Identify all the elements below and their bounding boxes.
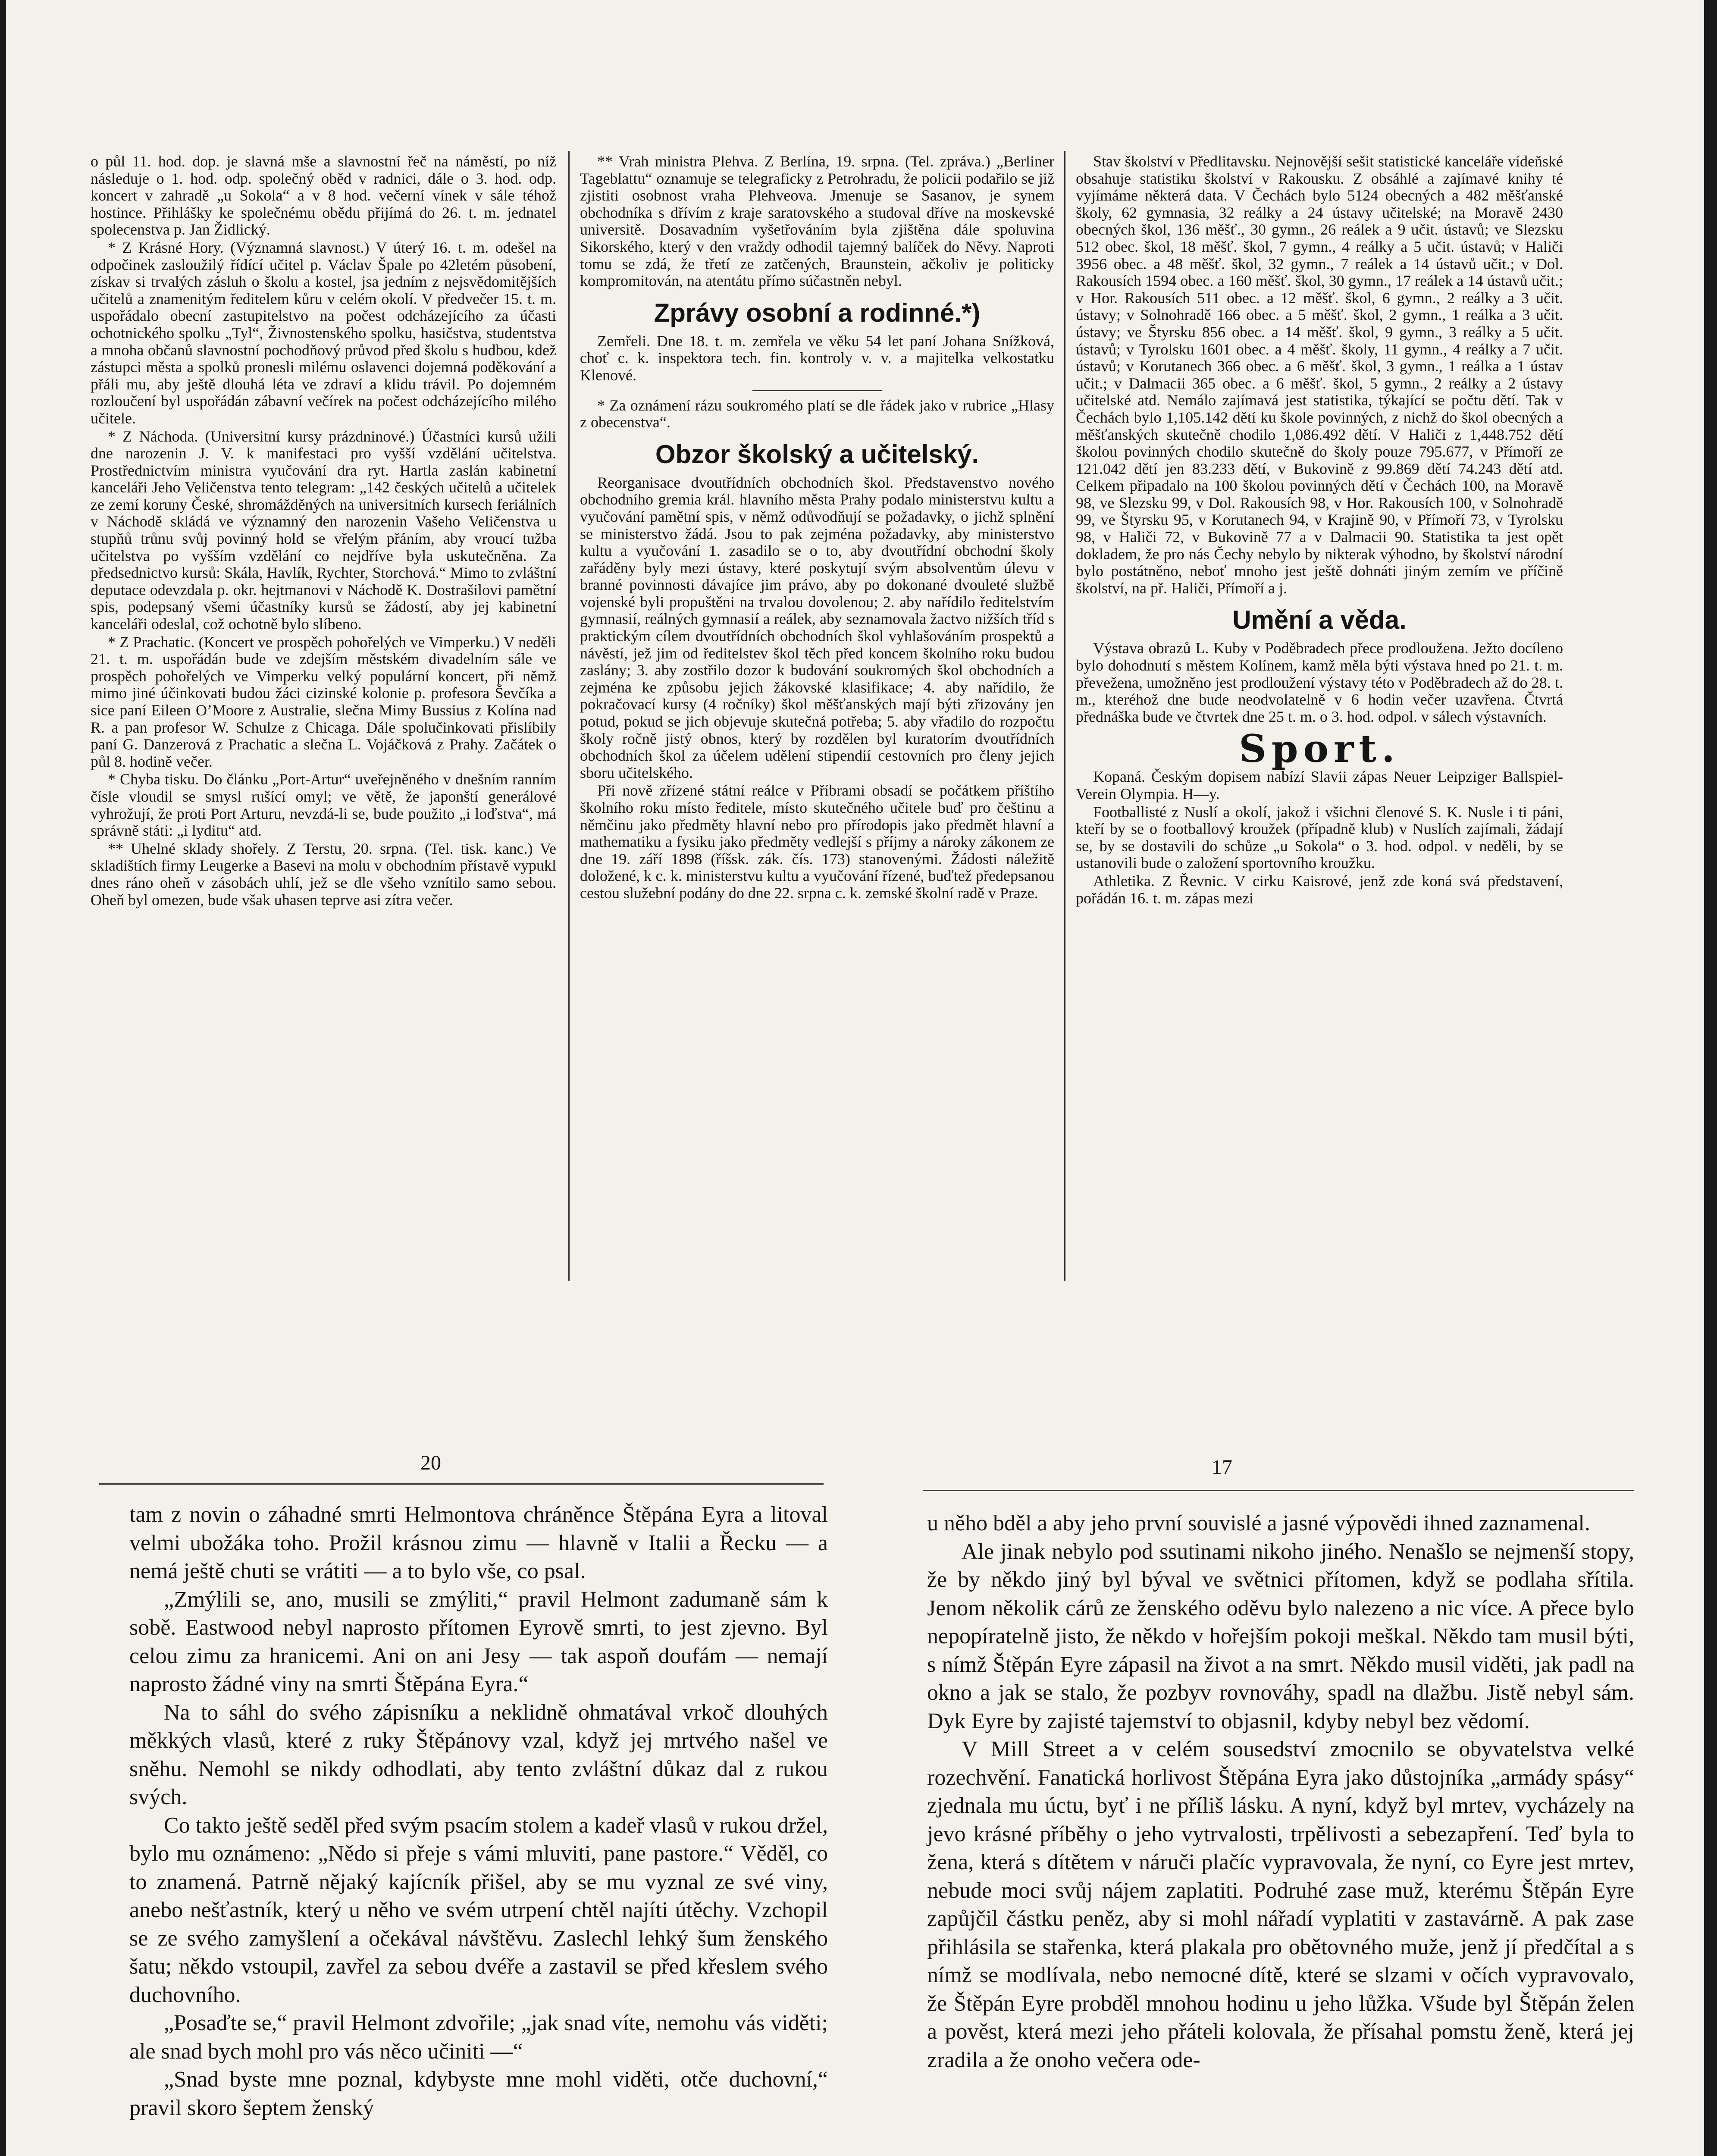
novel-paragraph: „Snad byste mne poznal, kdybyste mne mohl viděti, otče duchovní,“ pravil skoro šeptem ženský [129,2067,828,2120]
news-paragraph: Athletika. Z Řevnic. V cirku Kaisrové, jenž zde koná svá představení, pořádán 16. t. m. zápas mezi [1076,872,1563,907]
novel-paragraph: Na to sáhl do svého zápisníku a neklidně ohmatával vrkoč dlouhých měkkých vlasů, které z ruky Štěpánovy vzal, když jej mrtvého našel ve sněhu. Nemohl se nikdy odhodlati, aby tento zvláštní důkaz dal z rukou svých. [129,1700,828,1809]
news-column-3 [1076,153,1563,908]
news-paragraph: ** Vrah ministra Plehva. Z Berlína, 19. srpna. (Tel. zpráva.) „Berliner Tageblattu“ oznamuje se telegraficky z Petrohradu, že policii podařilo se již zjistiti osobnost vraha Plehveova. Jmenuje se Sasanov, je synem obchodníka s dřívím z kraje saratovského a studoval dříve na moskevské universitě. Dosavadním vyšetřováním byla zjištěna dále spoluvina Sikorského, který v den vraždy odhodil tajemný balíček do Něvy. Naproti tomu se zdá, že třetí ze zatčených, Braunstein, ačkoliv je politicky kompromitován, na atentátu přímo súčastněn nebyl. [580,153,1054,290]
page-rule [99,1483,824,1485]
news-paragraph: Kopaná. Českým dopisem nabízí Slavii zápas Neuer Leipziger Ballspiel-Verein Olympia. H—y. [1076,768,1563,802]
column-separator [1064,151,1065,1281]
novel-paragraph: „Zmýlili se, ano, musili se zmýliti,“ pravil Helmont zadumaně sám k sobě. Eastwood nebyl naprosto přítomen Eyrově smrti, to jest zjevno. Byl celou zimu za hranicemi. Ani on ani Jesy — tak aspoň doufám — nemají naprosto žádné viny na smrti Štěpána Eyra.“ [129,1587,828,1696]
novel-paragraph: V Mill Street a v celém sousedství zmocnilo se obyvatelstva velké rozechvění. Fanatická horlivost Štěpána Eyra jako důstojníka „armády spásy“ zjednala mu úctu, byť i ne příliš lásku. A nyní, když byl mrtev, vycházely na jevo krásné příběhy o jeho vytrvalosti, trpělivosti a sebezapření. Teď byla to žena, která s dítětem v náruči plačíc vypravovala, že nyní, co Eyre jest mrtev, nebude moci svůj nájem zaplatiti. Podruhé zase muž, kterému Štěpán Eyre zapůjčil částku peněz, aby si mohl nářadí vyplatiti v zastavárně. A pak zase přihlásila se stařenka, která plakala pro obětovného muže, jenž jí předčítal a s nímž se modlívala, nebo nemocné dítě, které se slzami v očích vypravovalo, že Štěpán Eyre probděl mnohou hodinu u jeho lůžka. Všude byl Štěpán želen a pověst, která mezi jeho přáteli kolovala, že přísahal pomstu ženě, která jej zradila a že onoho večera ode- [927,1737,1634,2072]
novel-page-right [927,1509,1634,2074]
novel-paragraph: Co takto ještě seděl před svým psacím stolem a kadeř vlasů v rukou držel, bylo mu oznámeno: „Nědo si přeje s vámi mluviti, pane pastore.“ Věděl, co to znamená. Patrně nějaký kajícník přišel, aby se mu vyznal ze své viny, anebo nešťastník, který u něho ve svém utrpení chtěl najíti útěchy. Vzchopil se ze svého zamyšlení a očekával návštěvu. Zaslechl lehký šum ženského šatu; někdo vstoupil, zavřel za sebou dvéře a zastavil se před křeslem svého duchovního. [129,1813,828,2007]
novel-paragraph: tam z novin o záhadné smrti Helmontova chráněnce Štěpána Eyra a litoval velmi ubožáka toho. Prožil krásnou zimu — hlavně v Italii a Řecku — a nemá ještě chuti se vrátiti — a to bylo vše, co psal. [129,1502,828,1583]
section-heading-school: Obzor školský a učitelský. [655,439,979,469]
news-paragraph: Footballisté z Nuslí a okolí, jakož i všichni členové S. K. Nusle i ti páni, kteří by se o footballový kroužek (případně klub) v Nuslích zajímali, žádají se, by se dostavili do schůze „u Sokola“ o 3. hod. odpol. v neděli, by se ustanovili bude o založení sportovního kroužku. [1076,803,1563,872]
news-paragraph: * Z Prachatic. (Koncert ve prospěch pohořelých ve Vimperku.) V neděli 21. t. m. uspořádán bude ve zdejším městském divadelním sále ve prospěch pohořelých ve Vimperku velký populární koncert, při němž mimo jiné účinkovati budou žáci cizinské kolonie p. profesora Ševčíka a sice paní Eileen O’Moore z Australie, slečna Mimy Bussius z Kolína nad R. a pan profesor W. Schulze z Chicaga. Dále spolučinkovati přislíbily paní G. Danzerová z Prachatic a slečna L. Vojáčková z Prahy. Začátek o půl 8. hodině večer. [91,633,556,770]
news-paragraph: Stav školství v Předlitavsku. Nejnovější sešit statistické kanceláře vídeňské obsahuje statistiku školství v Rakousku. Z obsáhlé a zajímavé knihy té vyjímáme některá data. V Čechách bylo 5124 obecných a 482 měšťanské školy, 62 gymnasia, 32 reálky a 24 ústavy učitelské; na Moravě 2430 obecných škol, 136 měšť., 30 gymn., 26 reálek a 9 učit. ústavů; ve Slezsku 512 obec. škol, 18 měšť. škol, 7 gymn., 4 reálky a 5 učit. ústavů; v Haliči 3956 obec. a 48 měšť. škol, 32 gymn., 7 reálek a 14 ústavů učit.; v Dol. Rakousích 1594 obec. a 160 měšť. škol, 30 gymn., 17 reálek a 14 ústavů učit.; v Hor. Rakousích 511 obec. a 12 měšť. škol, 6 gymn., 2 reálky a 3 učit. ústavy; v Solnohradě 166 obec. a 5 měšť. škol, 2 gymn., 1 reálka a 3 učit. ústavy; ve Štyrsku 856 obec. a 14 měšť. škol, 9 gymn., 3 reálky a 5 učit. ústavů; v Tyrolsku 1601 obec. a 4 měšť. školy, 11 gymn., 4 reálky a 7 učit. ústavů; v Korutanech 366 obec. a 6 měšť. škol, 3 gymn., 1 reálka a 1 ústav učit.; v Dalmacii 365 obec. a 6 měšť. škol, 5 gymn., 2 reálky a 2 ústavy učitelské atd. Nemálo zajímavá jest statistika, týkající se počtu dětí. Tak v Čechách bylo 1,105.142 dětí ku škole povinných, z nichž do škol obecných a měšťanských skutečně chodilo 1,086.492 dětí. V Haliči z 1,448.752 dětí školou povinných chodilo skutečně do školy pouze 795.677, v Přímoří ze 121.042 dětí jen 83.233 dětí, v Bukovině z 99.869 dětí 74.243 dětí atd. Celkem připadalo na 100 školou povinných dětí v Čechách 100, na Moravě 98, ve Slezsku 99, v Dol. Rakousích 98, v Hor. Rakousích 100, v Solnohradě 99, ve Štyrsku 95, v Korutanech 94, v Krajině 90, v Přímoří 73, v Tyrolsku 98, v Haliči 72, v Bukovině 77 a v Dalmacii 90. Statistika ta jest opět dokladem, že pro nás Čechy nebylo by nikterak výhodno, by školství národní bylo postátněno, neboť mnoho jest ještě dohnáti jiným zemím ve příčině školství, na př. Haliči, Přímoří a j. [1076,153,1563,597]
section-heading-sport: Sport. [1239,726,1400,771]
page-number-left: 20 [420,1451,441,1474]
page-edge-right [1704,0,1717,2156]
news-paragraph: Výstava obrazů L. Kuby v Poděbradech přece prodloužena. Ježto docíleno bylo dohodnutí s městem Kolínem, kamž měla býti výstava hned po 21. t. m. převežena, umožněno jest prodloužení výstavy této v Poděbradech až do 28. t. m., kteréhož dne bude neodvolatelně v 6 hodin večer uzavřena. Čtvrtá přednáška bude ve čtvrtek dne 25 t. m. o 3. hod. odpol. v sálech výstavních. [1076,639,1563,725]
page-number-right: 17 [1212,1456,1232,1479]
page-rule [923,1490,1634,1491]
novel-paragraph: u něho bděl a aby jeho první souvislé a jasné výpovědi ihned zaznamenal. [927,1511,1590,1536]
news-paragraph: * Z Krásné Hory. (Významná slavnost.) V úterý 16. t. m. odešel na odpočinek zasloužilý řídící učitel p. Václav Špale po 42letém působení, získav si trvalých zásluh o školu a kostel, jsa jedním z nejsvědomitějších učitelů a znamenitým ředitelem kůru v celém okolí. V předvečer 15. t. m. uspořádalo obecní zastupitelstvo na počest odcházejícího za účasti ochotnického spolku „Tyl“, Živnostenského spolku, hasičstva, studentstva a mnoha občanů slavnostní pochodňový průvod před školu s hudbou, kdež zástupci města a spolků pronesli milému oslavenci dojemná poděkování a přáli mu, aby ještě dlouhá léta ve zdraví a klidu trávil. Po dojemném rozloučení byl uspořádán zábavní večírek na počest odcházejícího milého učitele. [91,238,556,427]
news-paragraph: ** Uhelné sklady shořely. Z Terstu, 20. srpna. (Tel. tisk. kanc.) Ve skladištích firmy Leugerke a Basevi na molu v obchodním přístavě vypukl dnes ráno oheň v zásobách uhlí, jež se dle všeho vznítilo samo sebou. Oheň byl omezen, bude však uhasen teprve asi zítra večer. [91,840,556,909]
page-edge-left [0,0,6,2156]
news-paragraph: Při nově zřízené státní reálce v Příbrami obsadí se počátkem příštího školního roku místo ředitele, místo skutečného učitele buď pro češtinu a němčinu jako předměty hlavní nebo pro přírodopis jako předmět hlavní a mathematiku a fysiku jako předměty vedlejší s příjmy a nároky zákonem ze dne 19. září 1898 (říšsk. zák. čís. 173) stanovenými. Žádosti náležitě doložené, k c. k. ministerstvu kultu a vyučování řízené, buďtež předepsanou cestou služební podány do dne 22. srpna c. k. zemské školní radě v Praze. [580,782,1054,902]
news-note: * Za oznámení rázu soukromého platí se dle řádek jako v rubrice „Hlasy z obecenstva“. [580,396,1054,431]
section-heading-personal: Zprávy osobní a rodinné.*) [654,298,981,327]
novel-page-left [129,1501,828,2122]
news-paragraph: * Z Náchoda. (Universitní kursy prázdninové.) Účastníci kursů užili dne narozenin J. V. k manifestaci pro vyšší vzdělání učitelstva. Prostřednictvím ministra vyučování dra ryt. Hartla zaslán kabinetní kanceláři Jeho Veličenstva tento telegram: „142 českých učitelů a učitelek ze zemí koruny České, shromážděných na universitních kursech feriálních v Náchodě skládá ve významný den narozenin Vašeho Veličenstva u stupňů trůnu svůj povinný hold se vřelým přáním, aby vroucí tužba učitelstva po vyšším vzdělání co nejdříve byla uskutečněna. Za předsednictvo kursů: Skála, Havlík, Rychter, Storchová.“ Mimo to zvláštní deputace odevzdala p. okr. hejtmanovi v Náchodě K. Dostrašilovi pamětní spis, podepsaný všemi účastníky kursů se žádostí, aby jej kabinetní kanceláři odeslal, což ochotně bylo slíbeno. [91,427,556,633]
news-paragraph: * Chyba tisku. Do článku „Port-Artur“ uveřejněného v dnešním ranním čísle vloudil se smysl rušící omyl; ve větě, že japonští generálové vyhrožují, že proti Port Arturu, nevzdá-li se, bude použito „i loďstva“, má správně státi: „i lyditu“ atd. [91,771,556,840]
novel-paragraph: „Posaďte se,“ pravil Helmont zdvořile; „jak snad víte, nemohu vás viděti; ale snad bych mohl pro vás něco učiniti —“ [129,2011,828,2064]
section-heading-art: Umění a věda. [1232,605,1407,635]
news-paragraph: Reorganisace dvoutřídních obchodních škol. Představenstvo nového obchodního gremia král. hlavního města Prahy podalo ministerstvu kultu a vyučování pamětní spis, v němž odůvodňují se požadavky, o jichž splnění se ministerstvo žádá. Jsou to pak zejména požadavky, aby ministerstvo kultu a vyučování 1. zasadilo se o to, aby dvoutřídní obchodní školy zařáděny byly mezi ústavy, které poskytují svým absolventům úlevu v branné povinnosti dávajíce jim právo, aby po dokonané dvouleté službě vojenské byli propuštěni na trvalou dovolenou; 2. aby nařídilo ředitelstvím gymnasií, reálných gymnasií a reálek, aby seznamovala žactvo nižších tříd s praktickým cílem dvoutřídních obchodních škol vyhlašováním prospektů a návěstí, jež jim od ředitelstev škol těch před koncem školního roku budou zaslány; 3. aby zostřilo dozor k budování soukromých škol obchodních a zejména ke způsobu jejich žákovské klasifikace; 4. aby nařídilo, že pokračovací kursy (4 ročníky) škol měšťanských mají býti zřizovány jen potud, pokud se jich objevuje skutečná potřeba; 5. aby vřadilo do rozpočtu školy ročně jistý obnos, který by rozdělen byl kuratorím dvoutřídních obchodních škol za účelem udělení stipendií cestovních pro členy jejich sboru učitelského. [580,473,1054,781]
novel-paragraph: Ale jinak nebylo pod ssutinami nikoho jiného. Nenašlo se nejmenší stopy, že by někdo jiný byl býval ve světnici přítomen, když se podlaha sřítila. Jenom několik cárů ze ženského oděvu bylo nalezeno a nic více. A přece bylo nepopíratelně jisto, že někdo v hořejším pokoji meškal. Někdo tam musil býti, s nímž Štěpán Eyre zápasil na život a na smrt. Někdo musil viděti, jak padl na okno a jak se stalo, že pozbyv rovnováhy, spadl na dlažbu. Jistě nebyl sám. Dyk Eyre by zajisté tajemství to objasnil, kdyby nebyl bez vědomí. [927,1539,1634,1733]
column-separator [568,151,570,1281]
news-paragraph: o půl 11. hod. dop. je slavná mše a slavnostní řeč na náměstí, po níž následuje o 1. hod. odp. společný oběd v radnici, dále o 3. hod. odp. koncert v zahradě „u Sokola“ a v 8 hod. večerní vínek v sále téhož hostince. Přihlášky ke společnému obědu přijímá do 26. t. m. jednatel spolecenstva p. Jan Židlický. [91,153,556,238]
news-column-2 [580,153,1054,903]
news-column-1 [91,153,556,909]
rule [752,390,882,391]
news-paragraph: Zemřeli. Dne 18. t. m. zemřela ve věku 54 let paní Johana Snížková, choť c. k. inspektora tech. fin. kontroly v. v. a majitelka velkostatku Klenové. [580,332,1054,384]
